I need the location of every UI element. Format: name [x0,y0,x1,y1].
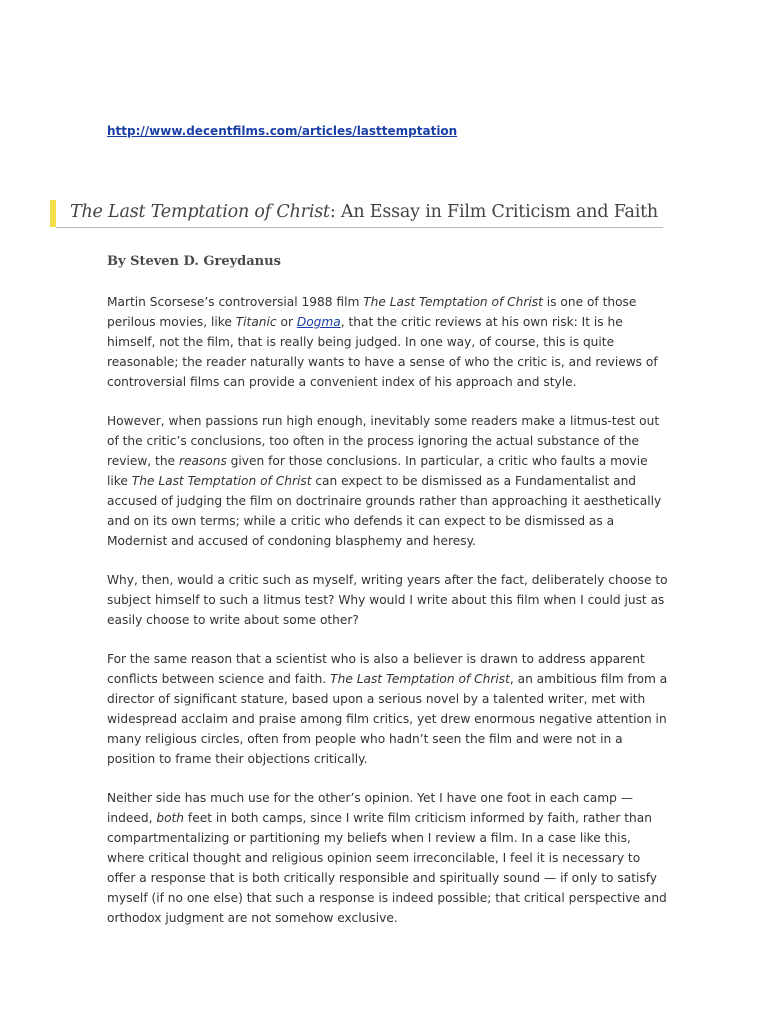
text-segment: conflicts between science and faith. [107,672,331,686]
text-segment: myself (if no one else) that such a response is indeed possible; that critical perspective and [107,891,667,905]
text-segment: offer a response that is both critically responsible and spiritually sound — if only to satisfy [107,871,658,885]
text-segment: controversial films can provide a convenient index of his approach and style. [107,375,577,389]
text-line [107,749,663,769]
text-segment: Why, then, would a critic such as myself, writing years after the fact, deliberately choose to [107,573,668,587]
text-line [107,868,663,888]
text-segment: is one of those [542,295,637,309]
text-segment: indeed, [107,811,157,825]
title-divider [56,227,663,228]
italic-text: The Last Temptation of Christ [330,672,510,686]
text-segment: position to frame their objections critically. [107,752,368,766]
text-line [107,372,663,392]
text-segment: where critical thought and religious opinion seem irreconcilable, I feel it is necessary to [107,851,641,865]
text-segment: given for those conclusions. In particular, a critic who faults a movie [226,454,648,468]
source-url-link[interactable]: http://www.decentfilms.com/articles/lasttemptation [107,124,458,138]
italic-text: The Last Temptation of Christ [131,474,312,488]
title-accent-bar [50,200,56,227]
text-line [107,570,668,590]
text-line [107,531,663,551]
inline-link[interactable]: Dogma [296,315,341,329]
text-line [107,848,663,868]
text-line [107,610,663,630]
text-line [107,669,668,689]
text-line [107,332,663,352]
text-line [107,590,663,610]
text-segment: feet in both camps, since I write film criticism informed by faith, rather than [184,811,652,825]
text-line [107,649,663,669]
text-line [107,689,663,709]
text-line [107,431,663,451]
text-line [107,312,663,332]
text-line [107,511,663,531]
text-segment: widespread acclaim and praise among film critics, yet drew enormous negative attention in [107,712,667,726]
paragraph [107,570,668,630]
text-segment: Modernist and accused of condoning blasphemy and heresy. [107,534,476,548]
paragraph [107,788,667,928]
text-line [107,908,663,928]
italic-text: Titanic [235,315,277,329]
italic-text: The Last Temptation of Christ [363,295,543,309]
text-line [107,808,663,828]
text-segment: easily choose to write about some other? [107,613,359,627]
article-body [107,292,668,947]
article-title-italic: The Last Temptation of Christ [70,202,330,222]
text-segment: himself, not the film, that is really being judged. In one way, of course, this is quite [107,335,615,349]
text-line [107,292,663,312]
text-segment: of the critic’s conclusions, too often in the process ignoring the actual substance of the [107,434,639,448]
paragraph [107,292,663,392]
text-segment: , an ambitious film from a [509,672,668,686]
text-segment: and on its own terms; while a critic who defends it can expect to be dismissed as a [107,514,615,528]
text-segment: or [276,315,297,329]
text-segment: can expect to be dismissed as a Fundamentalist and [311,474,637,488]
text-line [107,451,663,471]
text-segment: like [107,474,132,488]
text-line [107,352,663,372]
text-segment: compartmentalizing or partitioning my beliefs when I review a film. In a case like this, [107,831,631,845]
text-line [107,709,667,729]
text-segment: For the same reason that a scientist who is also a believer is drawn to address apparent [107,652,645,666]
text-segment: , that the critic reviews at his own risk: It is he [340,315,623,329]
text-line [107,729,663,749]
article-title-rest: : An Essay in Film Criticism and Faith [329,202,658,222]
article-title [70,202,658,222]
text-line [107,828,663,848]
text-line [107,411,663,431]
text-segment: subject himself to such a litmus test? Why would I write about this film when I could just as [107,593,665,607]
byline: By Steven D. Greydanus [107,254,281,269]
text-segment: review, the [107,454,179,468]
italic-text: both [156,811,185,825]
text-segment: However, when passions run high enough, inevitably some readers make a litmus-test out [107,414,660,428]
text-line [107,471,663,491]
text-line [107,888,667,908]
text-segment: reasonable; the reader naturally wants to have a sense of who the critic is, and reviews of [107,355,658,369]
paragraph [107,649,668,769]
text-line [107,788,663,808]
text-segment: accused of judging the film on doctrinaire grounds rather than approaching it aesthetically [107,494,662,508]
paragraph [107,411,663,551]
text-segment: Martin Scorsese’s controversial 1988 film [107,295,364,309]
italic-text: reasons [178,454,227,468]
text-line [107,491,663,511]
text-segment: orthodox judgment are not somehow exclusive. [107,911,398,925]
text-segment: Neither side has much use for the other’s opinion. Yet I have one foot in each camp — [107,791,633,805]
text-segment: director of significant stature, based upon a serious novel by a talented writer, met with [107,692,646,706]
text-segment: many religious circles, often from people who hadn’t seen the film and were not in a [107,732,623,746]
text-segment: perilous movies, like [107,315,236,329]
